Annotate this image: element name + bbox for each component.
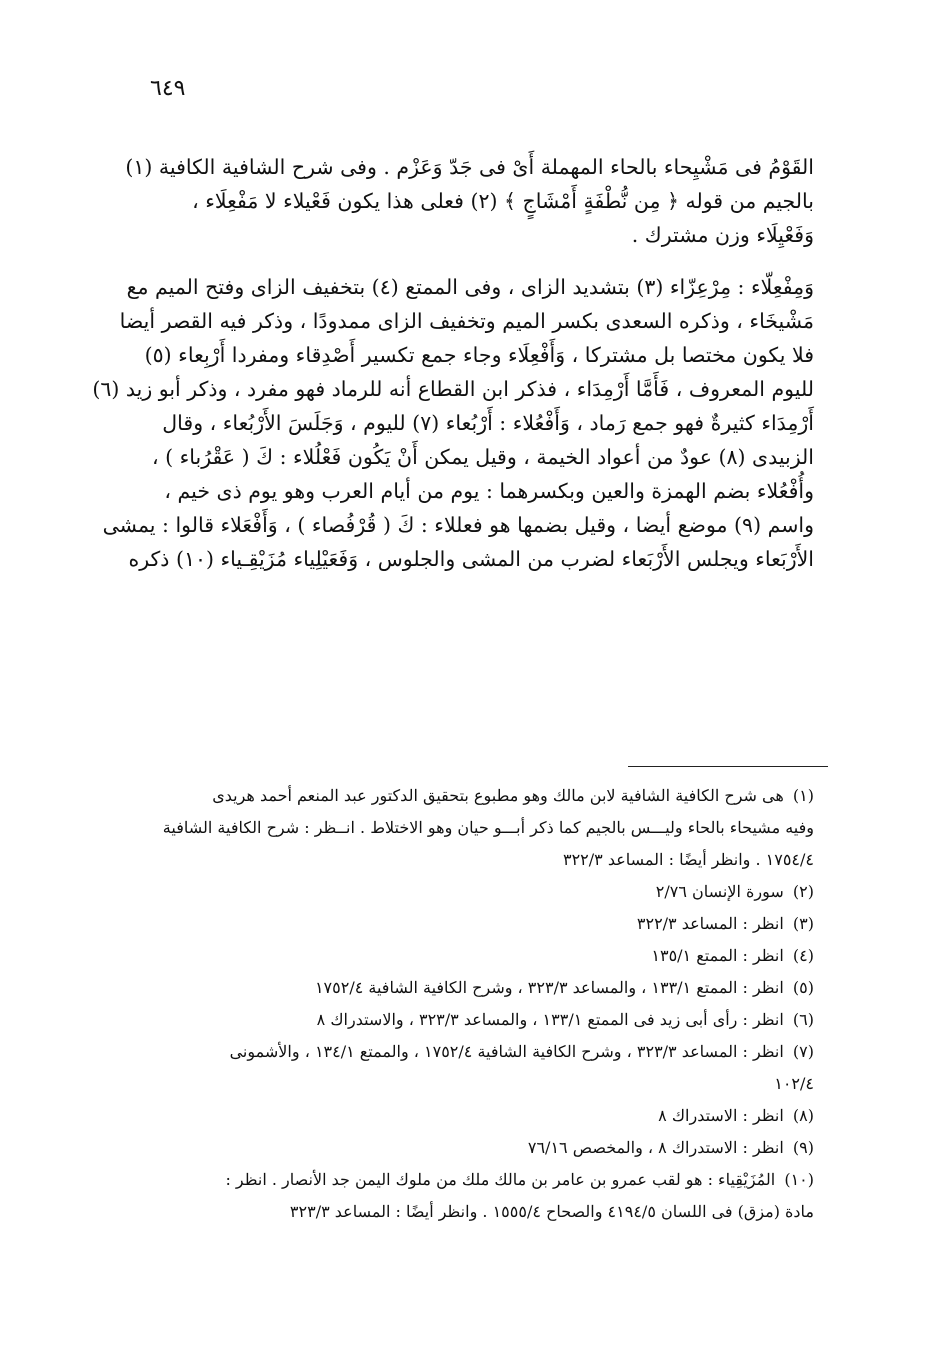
text-line: فلا يكون مختصا بل مشتركا ، وَأَفْعِلَاء وجاء جمع تكسير أَصْدِقاء ومفردا أَرْبِعاء (٥) <box>144 343 814 367</box>
footnote-text: هى شرح الكافية الشافية لابن مالك وهو مطبوع بتحقيق الدكتور عبد المنعم أحمد هريدى <box>212 786 784 805</box>
footnote-number: (٦) <box>792 1010 814 1029</box>
footnote-number: (١) <box>792 786 814 805</box>
text-line: وَمِفْعِلّاء : مِرْعِزّاء (٣) بتشديد الزاى ، وفى الممتع (٤) بتخفيف الزاى وفتح الميم مع <box>126 275 814 299</box>
footnote-text: انظر : الاستدراك ٨ <box>658 1106 784 1125</box>
footnote-text: انظر : الممتع ١٣٣/١ ، والمساعد ٣٢٣/٣ ، وشرح الكافية الشافية ١٧٥٢/٤ <box>314 978 784 997</box>
footnote-number: (٣) <box>792 914 814 933</box>
footnote-text: انظر : المساعد ٣٢٢/٣ <box>636 914 784 933</box>
footnote-text: المُزَيْقِياء : هو لقب عمرو بن عامر بن مالك ملك من ملوك اليمن جد الأنصار . انظر : <box>225 1170 776 1189</box>
footnote <box>132 1004 814 1036</box>
footnote-number: (٧) <box>792 1042 814 1061</box>
footnote <box>132 1164 814 1228</box>
text-line: الزبيدى (٨) عودٌ من أعواد الخيمة ، وقيل يمكن أَنْ يَكُون فَعْلُلاء : كَ ( عَقْرُباء ) ، <box>151 445 814 469</box>
footnote-line: وفيه مشيحاء بالحاء وليـــس بالجيم كما ذكر أبـــو حيان وهو الاختلاط . انــظر : شرح الكافية الشافية <box>162 818 814 837</box>
footnote-line <box>132 940 814 972</box>
footnote <box>132 908 814 940</box>
footnote-line <box>132 1100 814 1132</box>
footnote <box>132 876 814 908</box>
footnote-line: ١٧٥٤/٤ . وانظر أيضًا : المساعد ٣٢٢/٣ <box>562 850 814 869</box>
text-line: مَشْيخَاء ، وذكره السعدى بكسر الميم وتخفيف الزاى ممدودًا ، وذكر فيه القصر أيضا <box>119 309 814 333</box>
footnote-divider <box>628 766 828 767</box>
footnote-text: انظر : الاستدراك ٨ ، والمخصص ٧٦/١٦ <box>527 1138 784 1157</box>
text-line: الأَرْبَعاء ويجلس الأَرْبَعاء لضرب من المشى والجلوس ، وَفَعَيْلِياء مُزَيْقِـياء (١٠) ذكره <box>128 547 814 571</box>
text-line: بالجيم من قوله ﴿ مِن نُّطْفَةٍ أَمْشَاجٍ ﴾ (٢) فعلى هذا يكون فَعْيلاء لا مَفْعِلَاء ، <box>192 189 814 213</box>
paragraph-2 <box>92 270 814 576</box>
text-line: واسم (٩) موضع أيضا ، وقيل بضمها هو فعللاء : كَ ( قُرْفُصاء ) ، وَأَفْعَلاء قالوا : يمشى <box>102 513 814 537</box>
footnote-line <box>132 1164 814 1196</box>
text-line: القَوْمُ فى مَشْيِحاء بالحاء المهملة أَىْ فى جَدّ وَعَزْم . وفى شرح الشافية الكافية (١) <box>125 155 814 179</box>
footnote-number: (٢) <box>792 882 814 901</box>
footnote-line <box>132 876 814 908</box>
text-line: أَرْمِدَاء كثيرةٌ فهو جمع رَماد ، وَأَفْعُلاء : أَرْبُعاء (٧) لليوم ، وَجَلَسَ الأَرْبُعاء ، وقال <box>162 411 814 435</box>
footnote-number: (١٠) <box>784 1170 814 1189</box>
footnote-number: (٨) <box>792 1106 814 1125</box>
footnote-line: ١٠٢/٤ <box>774 1074 814 1093</box>
footnote-text: انظر : رأى أبى زيد فى الممتع ١٣٣/١ ، والمساعد ٣٢٣/٣ ، والاستدراك ٨ <box>316 1010 784 1029</box>
footnote-line <box>132 1004 814 1036</box>
text-line: وَفَعْيِلَاء وزن مشترك . <box>631 223 814 247</box>
footnote-line <box>132 1132 814 1164</box>
footnote-text: انظر : المساعد ٣٢٣/٣ ، وشرح الكافية الشافية ١٧٥٢/٤ ، والممتع ١٣٤/١ ، والأشمونى <box>229 1042 784 1061</box>
footnote <box>132 1132 814 1164</box>
footnote-line <box>132 1036 814 1068</box>
footnote-text: انظر : الممتع ١٣٥/١ <box>651 946 784 965</box>
footnote-number: (٩) <box>792 1138 814 1157</box>
footnote-line <box>132 780 814 812</box>
footnote <box>132 940 814 972</box>
footnote <box>132 1036 814 1100</box>
footnote-number: (٥) <box>792 978 814 997</box>
page-number: ٦٤٩ <box>150 76 186 101</box>
footnote-text: سورة الإنسان ٢/٧٦ <box>655 882 784 901</box>
text-line: وأُفْعُلاء بضم الهمزة والعين وبكسرهما : يوم من أيام العرب وهو يوم ذى خيم ، <box>164 479 814 503</box>
footnote-line <box>132 972 814 1004</box>
footnote <box>132 780 814 876</box>
footnote-line <box>132 908 814 940</box>
footnote-line: مادة (مزق) فى اللسان ٤١٩٤/٥ والصحاح ١٥٥٥/٤ . وانظر أيضًا : المساعد ٣٢٣/٣ <box>289 1202 814 1221</box>
text-line: لليوم المعروف ، فَأَمَّا أَرْمِدَاء ، فذكر ابن القطاع أنه للرماد فهو مفرد ، وذكر أبو زيد (٦) <box>92 377 814 401</box>
main-text <box>92 150 814 576</box>
footnote <box>132 1100 814 1132</box>
footnote <box>132 972 814 1004</box>
paragraph-1 <box>125 150 814 252</box>
footnote-number: (٤) <box>792 946 814 965</box>
footnotes <box>132 780 814 1228</box>
